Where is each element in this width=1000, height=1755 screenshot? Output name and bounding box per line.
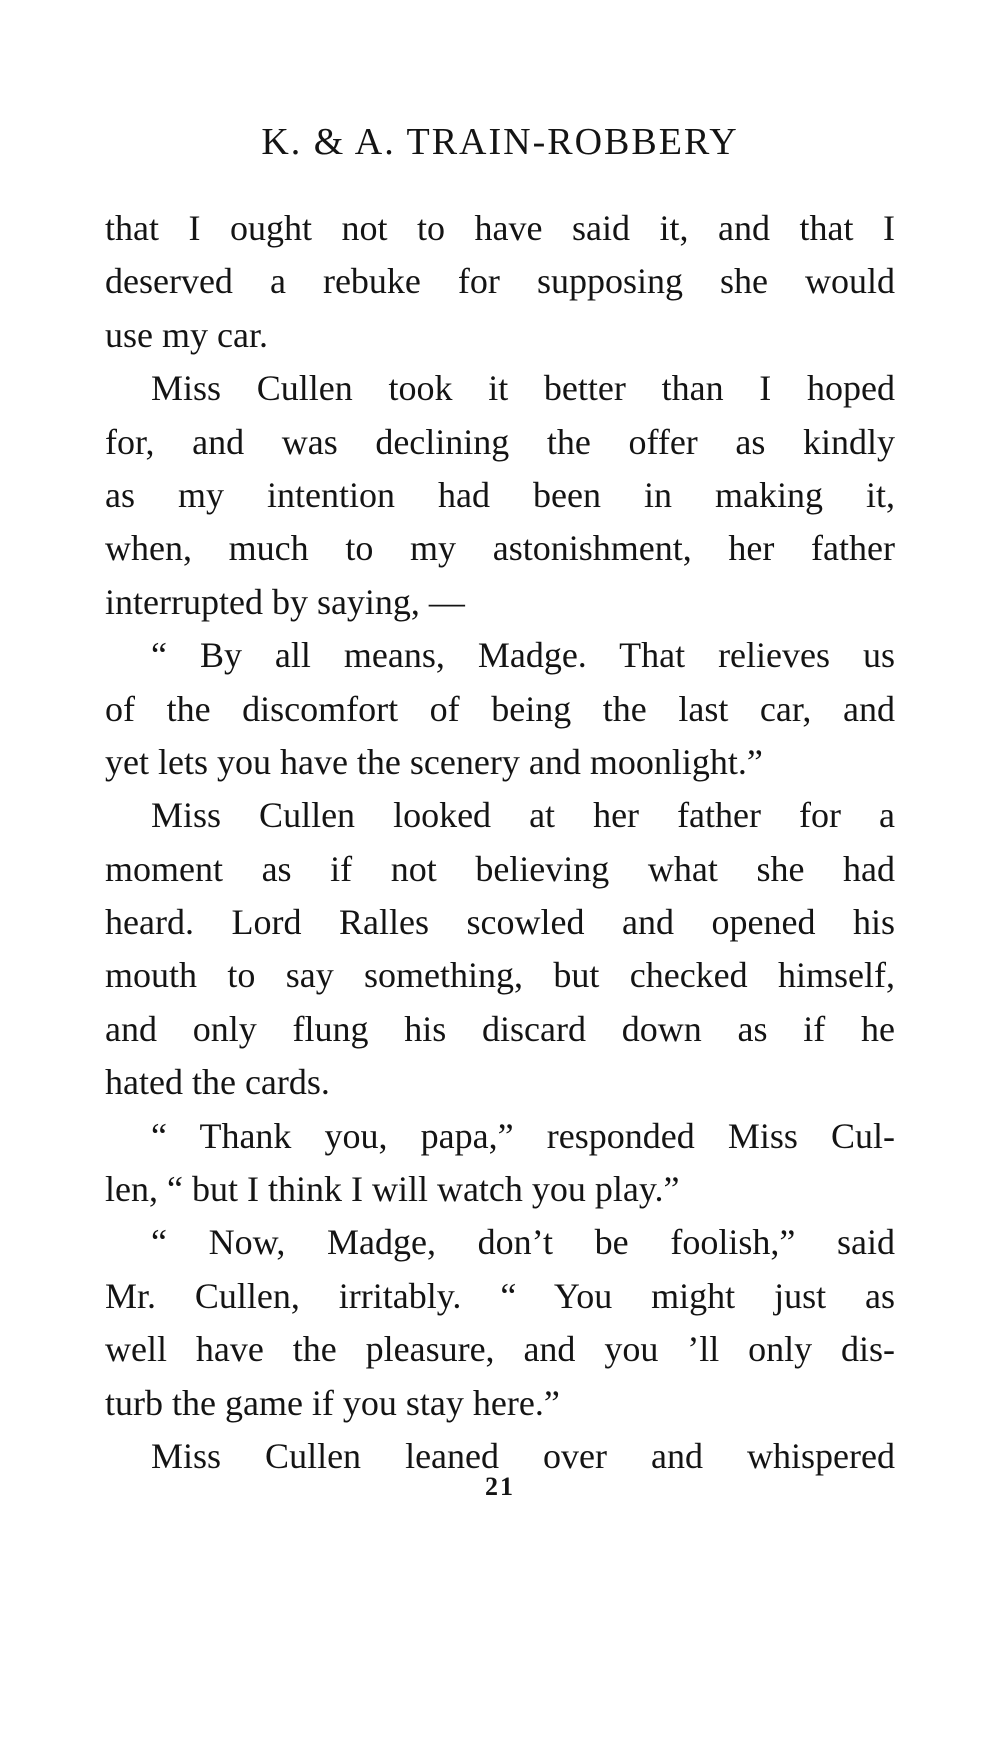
text-line: Mr. Cullen, irritably. “ You might just as	[105, 1275, 895, 1316]
text-line: moment as if not believing what she had	[105, 848, 895, 889]
text-line: mouth to say something, but checked himself,	[105, 955, 895, 996]
page-number: 21	[485, 1472, 515, 1501]
body-text	[105, 202, 895, 1483]
text-line: use my car.	[105, 314, 268, 355]
text-line: hated the cards.	[105, 1062, 330, 1103]
running-head: K. & A. TRAIN-ROBBERY	[261, 121, 739, 163]
text-line: heard. Lord Ralles scowled and opened his	[105, 902, 895, 943]
text-line: Miss Cullen leaned over and whispered	[151, 1435, 895, 1476]
text-line: and only flung his discard down as if he	[105, 1008, 895, 1049]
text-line: for, and was declining the offer as kindly	[105, 421, 895, 462]
text-line: “ By all means, Madge. That relieves us	[151, 635, 895, 676]
text-line: well have the pleasure, and you ’ll only dis-	[105, 1329, 895, 1370]
text-line: that I ought not to have said it, and that I	[105, 208, 895, 248]
text-line: len, “ but I think I will watch you play.”	[105, 1169, 680, 1210]
text-line: “ Thank you, papa,” responded Miss Cul-	[151, 1115, 895, 1156]
text-line: interrupted by saying, —	[105, 581, 465, 622]
text-line: when, much to my astonishment, her father	[105, 528, 895, 569]
text-line: Miss Cullen looked at her father for a	[151, 795, 895, 836]
text-line: Miss Cullen took it better than I hoped	[151, 368, 895, 409]
text-line: turb the game if you stay here.”	[105, 1382, 560, 1423]
text-line: deserved a rebuke for supposing she would	[105, 261, 895, 302]
text-line: of the discomfort of being the last car, and	[105, 688, 895, 729]
text-line: as my intention had been in making it,	[105, 474, 895, 515]
text-line: yet lets you have the scenery and moonlight.”	[105, 741, 763, 782]
text-line: “ Now, Madge, don’t be foolish,” said	[151, 1222, 895, 1263]
